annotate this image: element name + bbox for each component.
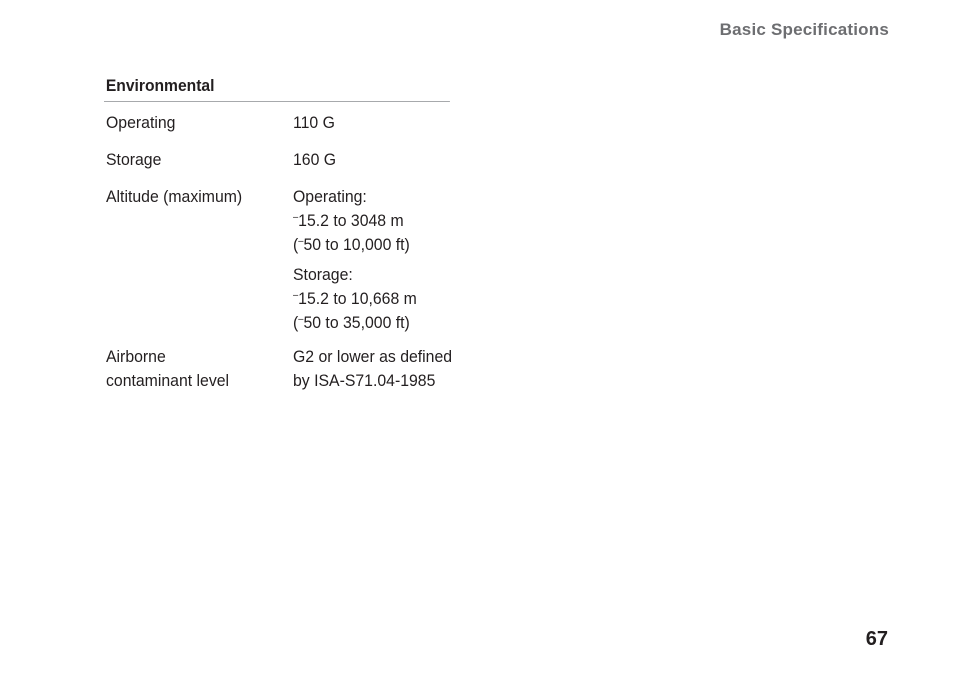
spec-label: Operating [106, 113, 176, 132]
spec-rows [106, 111, 480, 393]
spec-row-operating-shock [106, 111, 480, 135]
spec-label: Altitude (maximum) [106, 187, 243, 206]
spec-value [293, 185, 480, 335]
spec-label: Airborne contaminant level [106, 347, 230, 390]
spec-row-altitude [106, 185, 480, 335]
altitude-operating-imperial: 50 to 10,000 ft) [303, 235, 410, 254]
altitude-storage-imperial: 50 to 35,000 ft) [303, 313, 410, 332]
minus-sign: – [293, 212, 299, 223]
open-paren: ( [293, 313, 299, 332]
minus-sign: – [298, 314, 304, 325]
spec-row-storage-shock [106, 148, 480, 172]
spec-row-airborne-contaminant [106, 345, 480, 393]
altitude-operating [293, 185, 480, 257]
spec-value: 110 G [293, 113, 335, 132]
spec-value: 160 G [293, 150, 337, 169]
environmental-spec-table [106, 76, 480, 393]
section-title-text: Environmental [105, 76, 215, 95]
open-paren: ( [293, 235, 299, 254]
minus-sign: – [298, 236, 304, 247]
spec-value: G2 or lower as defined by ISA-S71.04-1985 [293, 347, 453, 390]
minus-sign: – [293, 290, 299, 301]
altitude-storage-heading: Storage: [293, 265, 353, 284]
running-header: Basic Specifications [719, 20, 889, 39]
page-number: 67 [865, 628, 888, 650]
altitude-storage-metric: 15.2 to 10,668 m [298, 289, 417, 308]
section-title [104, 76, 450, 102]
altitude-operating-heading: Operating: [293, 187, 367, 206]
spec-label: Storage [106, 150, 162, 169]
altitude-operating-metric: 15.2 to 3048 m [298, 211, 404, 230]
altitude-storage [293, 263, 480, 335]
